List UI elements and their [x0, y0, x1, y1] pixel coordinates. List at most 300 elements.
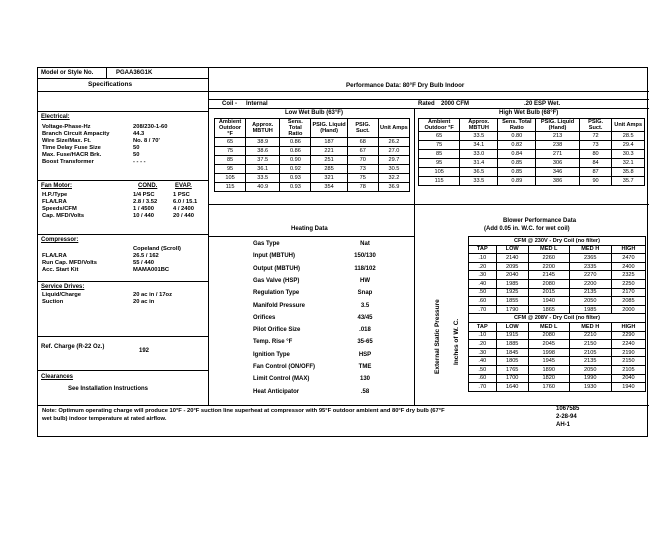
table-cell: 1945: [528, 357, 569, 366]
table-header-row: [419, 119, 645, 132]
rule: [208, 108, 649, 109]
coil-value: Internal: [246, 101, 268, 107]
blower-axis-label: External Static Pressure: [434, 299, 441, 374]
column-header: Sens. Total Ratio: [280, 119, 311, 138]
heating-value: HW: [360, 277, 370, 284]
column-header: LOW: [496, 322, 528, 331]
heating-row: [253, 315, 403, 327]
compressor-line: FLA/LRA: [42, 253, 67, 259]
table-cell: 1925: [496, 288, 528, 297]
compressor-line: Run Cap. MFD/Volts: [42, 260, 97, 266]
column-header: Ambient Outdoor °F: [419, 119, 460, 132]
table-row: [419, 141, 645, 150]
table-cell: 95: [419, 159, 460, 168]
table-cell: 95: [215, 165, 246, 174]
table-cell: 0.89: [498, 177, 536, 186]
service-title: Service Drives:: [41, 284, 85, 290]
column-header: TAP: [469, 322, 497, 331]
service-line: Suction: [42, 299, 64, 305]
table-cell: 354: [311, 183, 347, 192]
table-row: [419, 159, 645, 168]
table-cell: 1805: [496, 357, 528, 366]
column-header: PSIG. Liquid (Hand): [311, 119, 347, 138]
table-cell: .10: [469, 331, 497, 340]
column-header: MED H: [569, 322, 611, 331]
table-cell: 213: [536, 132, 579, 141]
table-cell: 2150: [611, 357, 645, 366]
table-cell: .60: [469, 297, 497, 306]
fan-motor-cond-value: 1 / 4500: [133, 206, 154, 212]
rated-label: Rated: [418, 101, 435, 107]
table-cell: 2080: [528, 279, 569, 288]
footer-date: 2-28-94: [556, 414, 577, 420]
table-cell: .30: [469, 271, 497, 280]
table-cell: 31.4: [460, 159, 498, 168]
table-cell: 2000: [611, 305, 645, 314]
table-row: [469, 271, 646, 280]
electrical-title: Electrical:: [41, 114, 70, 120]
column-header: MED L: [528, 245, 569, 254]
high-wb-title: High Wet Bulb (68°F): [499, 110, 559, 116]
low-wb-title: Low Wet Bulb (63°F): [285, 110, 343, 116]
table-cell: 30.3: [612, 150, 645, 159]
table-row: [419, 177, 645, 186]
heating-label: Input (MBTUH): [253, 253, 295, 260]
blower-subtitle: (Add 0.05 in. W.C. for wet coil): [484, 226, 570, 232]
fan-motor-cond-value: 10 / 440: [133, 213, 154, 219]
blower-axis-unit: Inches of W. C.: [453, 318, 460, 365]
table-cell: 80: [579, 150, 612, 159]
table-cell: 90: [579, 177, 612, 186]
table-cell: 38.9: [246, 138, 280, 147]
high-wb-table: [418, 118, 645, 186]
electrical-line: Branch Circuit Ampacity: [42, 131, 110, 137]
table-cell: 2170: [611, 288, 645, 297]
table-cell: 2470: [611, 254, 645, 263]
table-row: [469, 288, 646, 297]
table-cell: 28.5: [612, 132, 645, 141]
table-cell: 1820: [528, 374, 569, 383]
heating-label: Output (MBTUH): [253, 265, 300, 272]
table-cell: .50: [469, 288, 497, 297]
table-cell: 251: [311, 156, 347, 165]
table-cell: 2200: [528, 262, 569, 271]
table-cell: 85: [215, 156, 246, 165]
specifications-title: Specifications: [88, 81, 133, 88]
electrical-value: No. 8 / 70': [133, 138, 160, 144]
heating-row: [253, 266, 403, 278]
table-header-row: [215, 119, 410, 138]
column-header: HIGH: [611, 322, 645, 331]
table-cell: 67: [347, 147, 378, 156]
table-cell: 33.5: [460, 132, 498, 141]
table-cell: 35.8: [612, 168, 645, 177]
electrical-value: 50: [133, 152, 140, 158]
table-cell: 36.1: [246, 165, 280, 174]
table-cell: 2270: [569, 271, 611, 280]
table-cell: 1930: [569, 383, 611, 392]
fan-motor-evap-value: 1 PSC: [173, 192, 190, 198]
blower-block-title-row: [469, 314, 646, 323]
table-cell: 1865: [528, 305, 569, 314]
column-header: PSIG. Suct.: [579, 119, 612, 132]
table-cell: .40: [469, 357, 497, 366]
table-row: [215, 174, 410, 183]
fan-motor-line: Cap. MFD/Volts: [42, 213, 85, 219]
heating-row: [253, 290, 403, 302]
electrical-value: 208/230-1-60: [133, 124, 168, 130]
compressor-value: Copeland (Scroll): [133, 246, 181, 252]
table-cell: 1940: [528, 297, 569, 306]
table-cell: 27.0: [378, 147, 409, 156]
table-row: [469, 374, 646, 383]
fan-motor-title: Fan Motor:: [41, 183, 72, 189]
fan-motor-line: FLA/LRA: [42, 199, 67, 205]
table-cell: 0.80: [498, 132, 536, 141]
table-cell: 73: [579, 141, 612, 150]
spec-sheet: [37, 67, 648, 437]
table-cell: 2145: [528, 271, 569, 280]
table-row: [215, 183, 410, 192]
table-cell: 29.7: [378, 156, 409, 165]
table-row: [469, 331, 646, 340]
table-cell: 2150: [569, 340, 611, 349]
blower-block-title-row: [469, 237, 646, 246]
table-cell: 321: [311, 174, 347, 183]
table-cell: 0.93: [280, 183, 311, 192]
table-row: [419, 168, 645, 177]
table-row: [215, 138, 410, 147]
table-header-row: [469, 245, 646, 254]
ref-charge-value: 192: [139, 348, 150, 354]
table-cell: 1998: [528, 348, 569, 357]
electrical-line: Voltage-Phase-Hz: [42, 124, 91, 130]
table-cell: .40: [469, 279, 497, 288]
table-cell: 2260: [528, 254, 569, 263]
table-cell: 221: [311, 147, 347, 156]
table-cell: 38.6: [246, 147, 280, 156]
blower-block1-title: CFM @ 230V - Dry Coil (no filter): [469, 237, 646, 246]
column-header: Ambient Outdoor °F: [215, 119, 246, 138]
heating-value: .58: [360, 388, 370, 395]
table-cell: 2250: [611, 279, 645, 288]
table-cell: 105: [419, 168, 460, 177]
column-header: Approx. MBTUH: [246, 119, 280, 138]
column-header: HIGH: [611, 245, 645, 254]
esp-label: .20 ESP Wet.: [524, 101, 561, 107]
footer-note: Note: Optimum operating charge will produce 10°F - 20°F suction line superheat at compressor with 95°F outdoor ambient and 80°F dry bulb (67°F wet bulb) indoor temperature at rated airflow.: [42, 408, 445, 422]
heating-value: 130: [359, 376, 370, 383]
table-cell: .20: [469, 262, 497, 271]
column-header: Unit Amps: [612, 119, 645, 132]
table-cell: 2200: [569, 279, 611, 288]
table-cell: 75: [215, 147, 246, 156]
table-row: [215, 165, 410, 174]
table-cell: 2140: [496, 254, 528, 263]
table-cell: .20: [469, 340, 497, 349]
table-cell: 32.1: [612, 159, 645, 168]
table-cell: 2335: [569, 262, 611, 271]
table-cell: 37.5: [246, 156, 280, 165]
table-cell: 0.86: [280, 138, 311, 147]
fan-motor-evap-value: 20 / 440: [173, 213, 194, 219]
table-cell: 2240: [611, 340, 645, 349]
table-row: [469, 262, 646, 271]
fan-motor-col-cond: COND.: [138, 183, 158, 189]
heating-row: [253, 352, 403, 364]
table-cell: 2040: [611, 374, 645, 383]
table-cell: 2040: [496, 271, 528, 280]
table-cell: 2105: [611, 365, 645, 374]
table-cell: 238: [536, 141, 579, 150]
table-cell: .30: [469, 348, 497, 357]
table-cell: 26.2: [378, 138, 409, 147]
electrical-value: - - - -: [133, 159, 146, 165]
table-cell: 0.84: [498, 150, 536, 159]
column-header: TAP: [469, 245, 497, 254]
column-header: PSIG. Suct.: [347, 119, 378, 138]
heating-row: [253, 278, 403, 290]
electrical-line: Boost Transformer: [42, 159, 94, 165]
table-row: [215, 147, 410, 156]
compressor-line: Acc. Start Kit: [42, 267, 79, 273]
heating-label: Regulation Type: [253, 290, 300, 297]
fan-motor-cond-value: 1/4 PSC: [133, 192, 155, 198]
fan-motor-line: Speeds/CFM: [42, 206, 77, 212]
table-cell: 2105: [569, 348, 611, 357]
electrical-line: Wire Size/Max. Ft.: [42, 138, 91, 144]
heating-label: Gas Type: [253, 241, 280, 247]
blower-table: [468, 236, 646, 392]
table-cell: 1915: [496, 331, 528, 340]
table-cell: 2210: [569, 331, 611, 340]
fan-motor-col-evap: EVAP.: [175, 183, 192, 189]
table-cell: 2135: [569, 357, 611, 366]
heating-label: Ignition Type: [253, 351, 290, 358]
table-cell: 65: [419, 132, 460, 141]
heating-label: Orifices: [253, 314, 276, 321]
heating-row: [253, 327, 403, 339]
table-row: [469, 279, 646, 288]
table-cell: 85: [419, 150, 460, 159]
table-cell: 0.86: [280, 147, 311, 156]
clearances-title: Clearances: [41, 374, 74, 380]
heating-value: 35-65: [357, 339, 373, 346]
table-cell: 87: [579, 168, 612, 177]
heating-row: [253, 364, 403, 376]
service-value: 20 ac in / 17oz: [133, 292, 172, 298]
table-row: [469, 383, 646, 392]
rule: [208, 236, 414, 237]
column-header: LOW: [496, 245, 528, 254]
heating-value: HSP: [358, 351, 372, 358]
electrical-value: 50: [133, 145, 140, 151]
column-header: Unit Amps: [378, 119, 409, 138]
table-cell: 271: [536, 150, 579, 159]
table-cell: 346: [536, 168, 579, 177]
table-header-row: [469, 322, 646, 331]
heating-row: [253, 376, 403, 388]
heating-row: [253, 303, 403, 315]
heating-value: 3.5: [360, 302, 370, 309]
table-cell: 72: [579, 132, 612, 141]
column-header: MED L: [528, 322, 569, 331]
table-cell: 2290: [611, 331, 645, 340]
table-row: [469, 365, 646, 374]
heating-value: 43/45: [357, 314, 373, 321]
table-cell: 2050: [569, 365, 611, 374]
heating-label: Temp. Rise °F: [253, 339, 293, 346]
coil-label: Coil -: [222, 101, 237, 107]
column-header: MED H: [569, 245, 611, 254]
table-cell: 0.93: [280, 174, 311, 183]
table-cell: 2045: [528, 340, 569, 349]
blower-block1-body: [469, 254, 646, 314]
table-cell: 0.82: [498, 141, 536, 150]
table-cell: 2080: [528, 331, 569, 340]
heating-label: Heat Anticipator: [253, 388, 300, 395]
table-row: [419, 132, 645, 141]
blower-block2-body: [469, 331, 646, 391]
compressor-value: 26.5 / 162: [133, 253, 159, 259]
table-cell: 75: [419, 141, 460, 150]
table-row: [469, 305, 646, 314]
table-cell: 70: [347, 156, 378, 165]
rule: [38, 91, 649, 92]
table-cell: 0.90: [280, 156, 311, 165]
column-header: Approx. MBTUH: [460, 119, 498, 132]
table-cell: 1845: [496, 348, 528, 357]
table-cell: 306: [536, 159, 579, 168]
table-cell: 34.1: [460, 141, 498, 150]
table-cell: 1940: [611, 383, 645, 392]
rule: [208, 204, 649, 205]
service-value: 20 ac in: [133, 299, 155, 305]
table-cell: 29.4: [612, 141, 645, 150]
table-cell: 105: [215, 174, 246, 183]
table-cell: 73: [347, 165, 378, 174]
table-cell: 285: [311, 165, 347, 174]
table-cell: 33.5: [460, 177, 498, 186]
table-cell: .60: [469, 374, 497, 383]
table-cell: 36.9: [378, 183, 409, 192]
table-cell: 187: [311, 138, 347, 147]
column-header: Sens. Total Ratio: [498, 119, 536, 132]
table-row: [469, 297, 646, 306]
rule: [38, 180, 208, 181]
table-cell: 0.85: [498, 159, 536, 168]
model-divider: [106, 68, 107, 78]
rule: [38, 370, 208, 371]
footer-code: 1067585: [556, 406, 580, 412]
table-cell: 1985: [496, 279, 528, 288]
low-wb-table: [214, 118, 410, 192]
model-label: Model or Style No.: [41, 70, 94, 76]
rule: [38, 336, 208, 337]
heating-label: Fan Control (ON/OFF): [253, 364, 315, 370]
rule: [208, 99, 649, 100]
performance-title: Performance Data: 80°F Dry Bulb Indoor: [346, 82, 465, 89]
table-cell: 84: [579, 159, 612, 168]
table-cell: 2135: [569, 288, 611, 297]
table-cell: 1765: [496, 365, 528, 374]
rated-value: 2000 CFM: [441, 101, 470, 107]
table-cell: 75: [347, 174, 378, 183]
heating-title: Heating Data: [291, 226, 328, 232]
table-cell: 1890: [528, 365, 569, 374]
heating-value: Nat: [360, 241, 370, 247]
table-cell: 1885: [496, 340, 528, 349]
table-cell: 2365: [569, 254, 611, 263]
table-cell: 2400: [611, 262, 645, 271]
footer-id: AH-1: [556, 422, 571, 428]
heating-value: Snap: [357, 290, 373, 297]
model-value: PGAA36G1K: [116, 70, 153, 76]
table-cell: 1985: [569, 305, 611, 314]
rule: [38, 78, 208, 79]
service-line: Liquid/Charge: [42, 292, 81, 298]
table-cell: 1760: [528, 383, 569, 392]
table-cell: 386: [536, 177, 579, 186]
center-divider: [414, 108, 415, 405]
table-cell: 30.5: [378, 165, 409, 174]
table-row: [469, 254, 646, 263]
rule: [38, 111, 208, 112]
blower-block2-title: CFM @ 208V - Dry Coil (no filter): [469, 314, 646, 323]
compressor-title: Compressor:: [41, 237, 79, 243]
table-row: [419, 150, 645, 159]
table-cell: 2015: [528, 288, 569, 297]
fan-motor-evap-value: 4 / 2400: [173, 206, 194, 212]
table-cell: 1855: [496, 297, 528, 306]
table-cell: 2085: [611, 297, 645, 306]
table-cell: 2050: [569, 297, 611, 306]
clearances-text: See Installation Instructions: [68, 386, 149, 392]
compressor-value: MAMA001BC: [133, 267, 170, 273]
electrical-line: Time Delay Fuse Size: [42, 145, 101, 151]
rule: [38, 234, 208, 235]
table-cell: 1640: [496, 383, 528, 392]
table-cell: 33.0: [460, 150, 498, 159]
table-cell: 78: [347, 183, 378, 192]
table-cell: 1700: [496, 374, 528, 383]
table-cell: 115: [215, 183, 246, 192]
heating-label: Manifold Pressure: [253, 302, 306, 309]
heating-row: [253, 389, 403, 401]
table-cell: 115: [419, 177, 460, 186]
table-cell: 33.5: [246, 174, 280, 183]
table-cell: 36.5: [460, 168, 498, 177]
table-cell: .50: [469, 365, 497, 374]
heating-value: .018: [359, 327, 371, 334]
table-cell: 1790: [496, 305, 528, 314]
table-cell: 0.92: [280, 165, 311, 174]
table-cell: .70: [469, 305, 497, 314]
ref-charge-label: Ref. Charge (R-22 Oz.): [41, 344, 105, 350]
table-cell: .10: [469, 254, 497, 263]
heating-row: [253, 253, 403, 265]
table-cell: 65: [215, 138, 246, 147]
table-row: [469, 340, 646, 349]
heating-value: 150/130: [354, 253, 376, 260]
column-header: PSIG. Liquid (Hand): [536, 119, 579, 132]
fan-motor-cond-value: 2.8 / 3.52: [133, 199, 158, 205]
fan-motor-evap-value: 6.0 / 15.1: [173, 199, 198, 205]
compressor-value: 55 / 440: [133, 260, 154, 266]
rule: [38, 281, 208, 282]
electrical-line: Max. Fuse/HACR Brk.: [42, 152, 102, 158]
table-cell: 1990: [569, 374, 611, 383]
